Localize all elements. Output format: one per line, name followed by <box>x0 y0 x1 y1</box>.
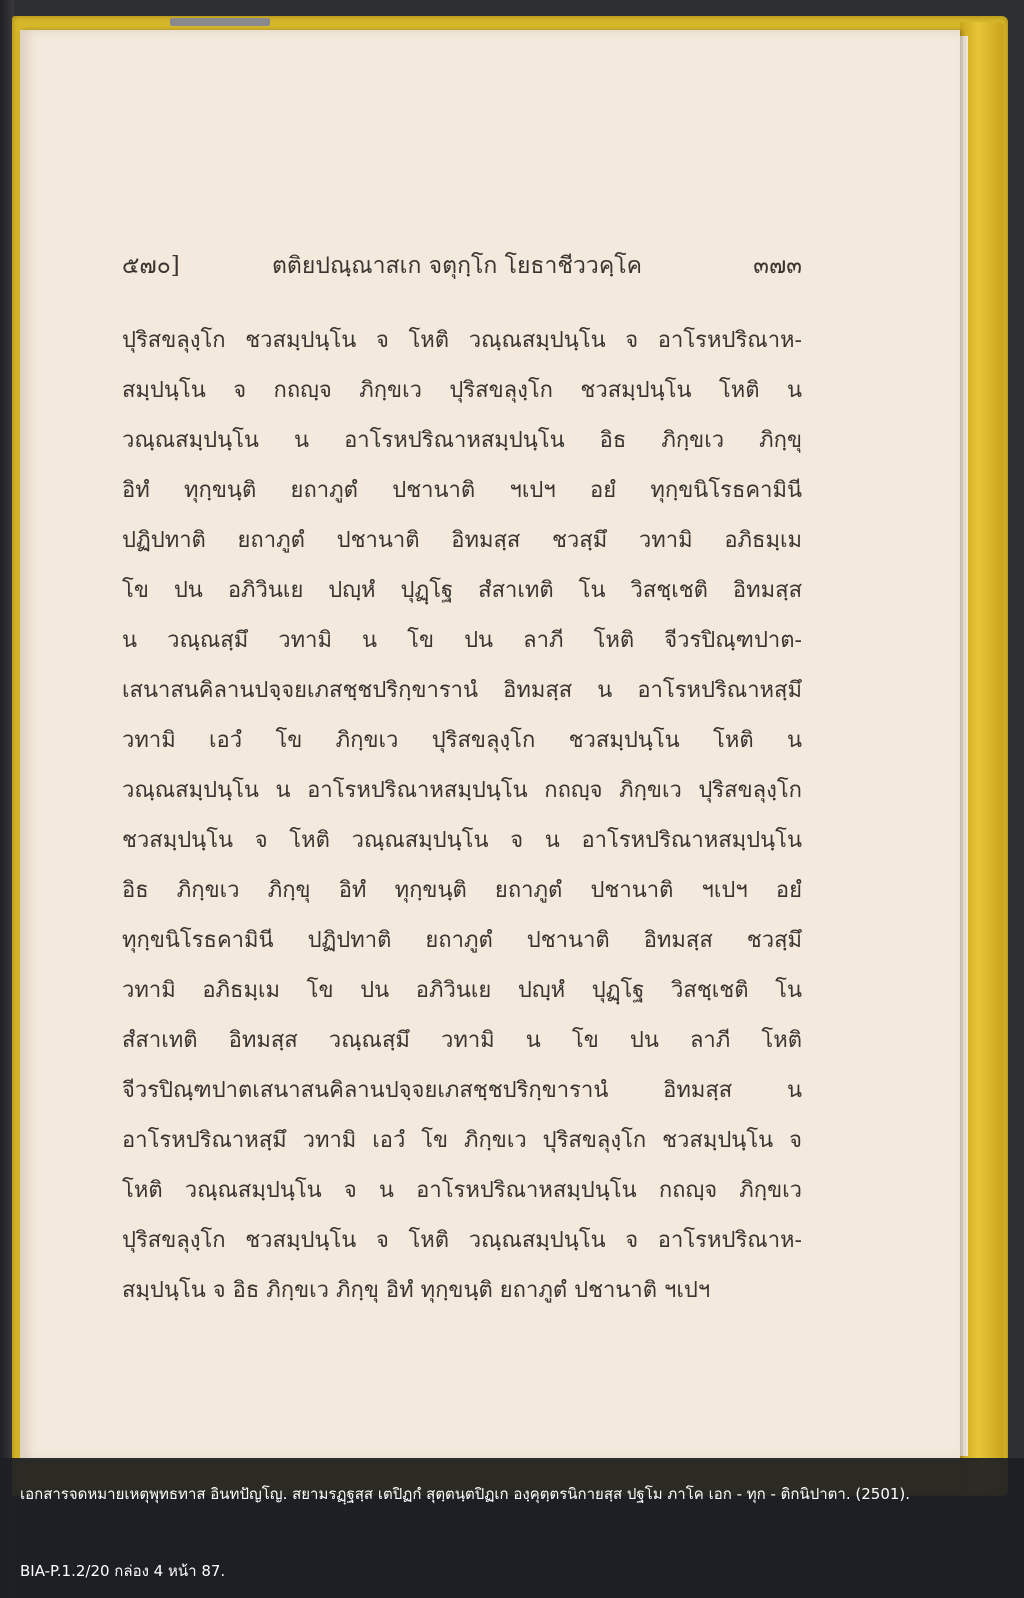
scan-mark <box>170 18 270 26</box>
text-line: สํสาเทติ อิทมสฺส วณฺณสฺมึ วทามิ น โข ปน ลาภี โหติ <box>122 1028 802 1053</box>
text-line: ทุกฺขนิโรธคามินี ปฏิปทาติ ยถาภูตํ ปชานาติ อิทมสฺส ชวสฺมึ <box>122 928 802 953</box>
running-head <box>122 248 802 288</box>
text-line: ปฏิปทาติ ยถาภูตํ ปชานาติ อิทมสฺส ชวสฺมึ วทามิ อภิธมฺเม <box>122 528 802 553</box>
caption-title: เอกสารจดหมายเหตุพุทธทาส อินทปัญโญ. สยามรฏฺฐสฺส เตปิฏกํ สุตฺตนฺตปิฏเก องฺคุตฺตรนิกายสฺส ปฐโม ภาโค เอก - ทุก - ติกนิปาตา. (2501). <box>20 1485 911 1503</box>
text-line: ชวสมฺปนฺโน จ โหติ วณฺณสมฺปนฺโน จ น อาโรหปริณาหสมฺปนฺโน <box>122 828 802 853</box>
caption-reference: BIA-P.1.2/20 กล่อง 4 หน้า 87. <box>20 1562 226 1580</box>
text-line: โหติ วณฺณสมฺปนฺโน จ น อาโรหปริณาหสมฺปนฺโน กถญฺจ ภิกฺขเว <box>122 1178 802 1203</box>
text-line: อิทํ ทุกฺขนฺติ ยถาภูตํ ปชานาติ ฯเปฯ อยํ ทุกฺขนิโรธคามินี <box>122 478 802 503</box>
text-line: จีวรปิณฺฑปาตเสนาสนคิลานปจฺจยเภสชฺชปริกฺขารานํ อิทมสฺส น <box>122 1078 802 1103</box>
text-line: สมฺปนฺโน จ อิธ ภิกฺขเว ภิกฺขุ อิทํ ทุกฺขนฺติ ยถาภูตํ ปชานาติ ฯเปฯ <box>122 1278 711 1303</box>
text-line: สมฺปนฺโน จ กถญฺจ ภิกฺขเว ปุริสขลุงฺโก ชวสมฺปนฺโน โหติ น <box>122 378 802 403</box>
text-line: ปุริสขลุงฺโก ชวสมฺปนฺโน จ โหติ วณฺณสมฺปนฺโน จ อาโรหปริณาห- <box>122 328 802 353</box>
text-line: ปุริสขลุงฺโก ชวสมฺปนฺโน จ โหติ วณฺณสมฺปนฺโน จ อาโรหปริณาห- <box>122 1228 802 1253</box>
text-line: น วณฺณสฺมึ วทามิ น โข ปน ลาภี โหติ จีวรปิณฺฑปาต- <box>122 628 802 653</box>
caption-overlay <box>0 1458 1024 1598</box>
chapter-heading: ตติยปณฺณาสเก จตุกฺโก โยธาชีววคฺโค <box>272 253 642 279</box>
text-line: โข ปน อภิวินเย ปญฺหํ ปุฏฺโฐ สํสาเทติ โน วิสชฺเชติ อิทมสฺส <box>122 578 802 603</box>
text-line: วทามิ เอวํ โข ภิกฺขเว ปุริสขลุงฺโก ชวสมฺปนฺโน โหติ น <box>122 728 802 753</box>
text-line: วณฺณสมฺปนฺโน น อาโรหปริณาหสมฺปนฺโน อิธ ภิกฺขเว ภิกฺขุ <box>122 428 802 453</box>
text-line: วทามิ อภิธมฺเม โข ปน อภิวินเย ปญฺหํ ปุฏฺโฐ วิสชฺเชติ โน <box>122 978 802 1003</box>
text-line: เสนาสนคิลานปจฺจยเภสชฺชปริกฺขารานํ อิทมสฺส น อาโรหปริณาหสฺมึ <box>122 678 802 703</box>
text-line: วณฺณสมฺปนฺโน น อาโรหปริณาหสมฺปนฺโน กถญฺจ ภิกฺขเว ปุริสขลุงฺโก <box>122 778 802 803</box>
section-number: ๕๗๐] <box>122 253 180 279</box>
page-number: ๓๗๓ <box>753 253 802 279</box>
text-line: อาโรหปริณาหสฺมึ วทามิ เอวํ โข ภิกฺขเว ปุริสขลุงฺโก ชวสมฺปนฺโน จ <box>122 1128 802 1153</box>
text-line: อิธ ภิกฺขเว ภิกฺขุ อิทํ ทุกฺขนฺติ ยถาภูตํ ปชานาติ ฯเปฯ อยํ <box>122 878 802 903</box>
body-text <box>122 320 802 1320</box>
